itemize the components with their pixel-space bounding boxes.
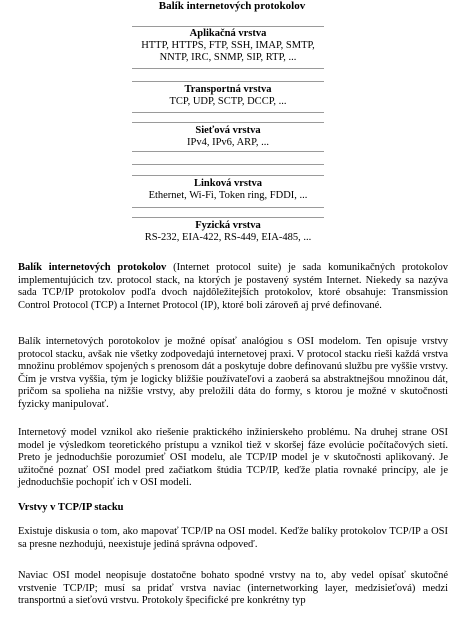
divider [132,151,324,152]
layer-name: Fyzická vrstva [195,220,261,231]
layer-transport [132,84,324,108]
layer-protocols: Ethernet, Wi-Fi, Token ring, FDDI, ... [148,190,308,201]
divider [132,26,324,27]
paragraph-intro [18,262,448,312]
paragraph-mapping: Existuje diskusia o tom, ako mapovať TCP/IP na OSI model. Keďže balíky protokolov TCP/IP a OSI sa presne nezhodujú, neexistuje jediná správna odpoveď. [18,526,448,550]
infobox-title: Balík internetových protokolov [158,0,306,12]
divider [132,217,324,218]
layer-application [132,28,324,64]
divider [132,122,324,123]
paragraph-text: (Internet protocol suite) je sada komunikačných protokolov implementujúcich tzv. protocol stack, na ktorých je postavený systém Internet. Niekedy sa nazýva sada TCP/IP protokolov podľa dvoch najdôležitejších protokolov, ktoré obsahuje: Transmission Control Protocol (TCP) a Internet Protocol (IP), ktoré boli zároveň aj prvé definované. [18,262,448,311]
section-heading: Vrstvy v TCP/IP stacku [18,502,124,513]
layer-name: Sieťová vrstva [195,125,261,136]
divider [132,164,324,165]
paragraph-internet-model: Internetový model vznikol ako riešenie praktického inžinierskeho problému. Na druhej strane OSI model je výsledkom teoretického prístupu a vznikol tiež v skoršej fáze evolúcie počítačových sietí. Preto je jednoduchšie porozumieť OSI modelu, ale TCP/IP model je v skutočnosti aplikovaný. Je užitočné poznať OSI model pred začiatkom štúdia TCP/IP, keďže platia rovnaké princípy, ale je jednoduchšie pochopiť ich v OSI modeli. [18,427,448,488]
layer-name: Aplikačná vrstva [189,28,267,39]
paragraph-lower-layers: Naviac OSI model neopisuje dostatočne bohato spodné vrstvy na to, aby vedel opísať skutočné vrstvenie TCP/IP; musí sa pridať vrstva naviac (internetworking layer, medzisieťová) medzi transportnú a sieťovú vrstvu. Protokoly špecifické pre konkrétny typ [18,570,448,606]
paragraph-osi-analogy: Balík internetových porotokolov je možné opísať analógiou s OSI modelom. Ten opisuje vrstvy protocol stacku, avšak nie všetky zodpovedajú internetovej praxi. V protocol stacku rieši každá vrstva množinu problémov spojených s prenosom dát a poskytuje dobre definovanú službu pre vyššie vrstvy. Čím je vrstva vyššia, tým je logicky bližšie používateľovi a zaoberá sa abstraktnejšou množinou dát, pričom sa spolieha na nižšie vrstvy, aby preložili dáta do formy, s ktorou je možné v skutočnosti fyzicky manipulovať. [18,336,448,410]
layer-protocols: NNTP, IRC, SNMP, SIP, RTP, ... [159,52,297,63]
layer-name: Transportná vrstva [184,84,272,95]
layer-network [132,125,324,149]
term-bold: Balík internetových protokolov [18,262,167,273]
divider [132,112,324,113]
divider [132,81,324,82]
layer-protocols: IPv4, IPv6, ARP, ... [187,137,269,148]
layer-link [132,178,324,202]
layer-physical [132,220,324,244]
layer-name: Linková vrstva [194,178,262,189]
divider [132,175,324,176]
layer-protocols: RS-232, EIA-422, RS-449, EIA-485, ... [144,232,312,243]
layer-protocols: HTTP, HTTPS, FTP, SSH, IMAP, SMTP, [141,40,315,51]
divider [132,68,324,69]
divider [132,207,324,208]
layer-protocols: TCP, UDP, SCTP, DCCP, ... [169,96,287,107]
